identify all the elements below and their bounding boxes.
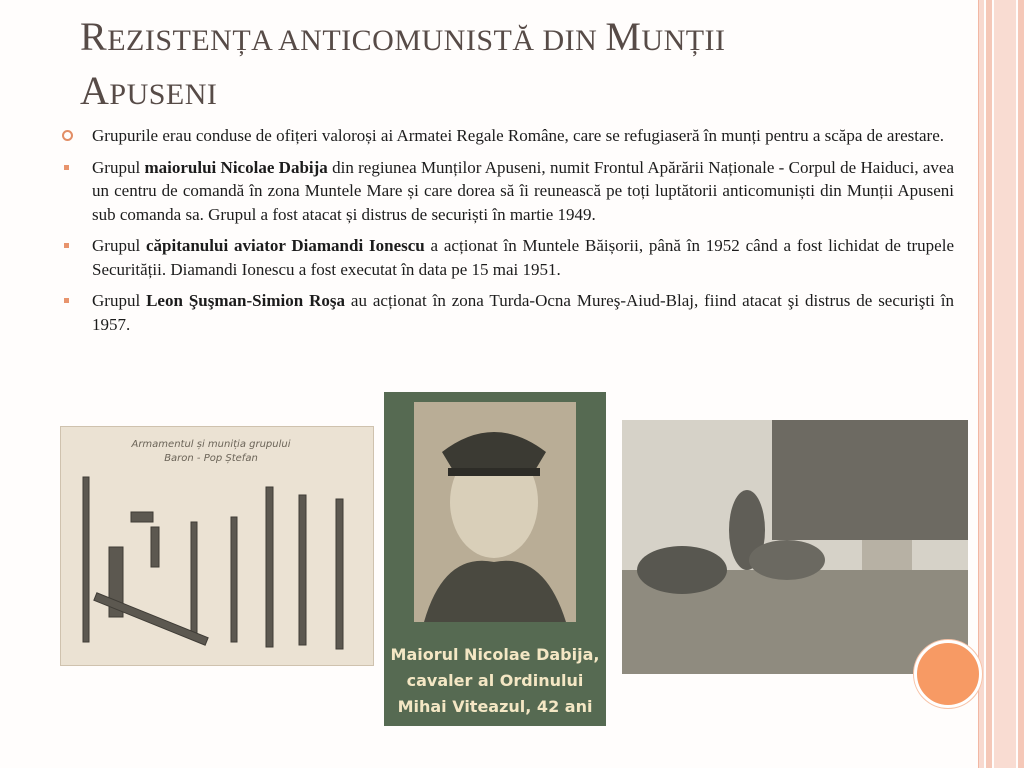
portrait-caption: Maiorul Nicolae Dabija, cavaler al Ordinului Mihai Viteazul, 42 ani [390,645,600,716]
group-photo [622,420,968,674]
bullet-list [60,124,954,344]
square-bullet-icon [64,243,69,248]
bullet-item: Grupul căpitanului aviator Diamandi Ionescu a acționat în Muntele Băișorii, până în 1952 când a fost lichidat de trupele Securității. Diamandi Ionescu a fost executat în data pe 15 mai 1951. [60,234,954,281]
square-bullet-icon [64,165,69,170]
svg-text:Armamentul și muniția grupului: Armamentul și muniția grupului [131,439,291,450]
slide-title: REZISTENȚA ANTICOMUNISTĂ DIN MUNȚII APUSENI [80,14,726,113]
square-bullet-icon [64,298,69,303]
portrait-photo [384,392,606,726]
decor-vertical-line [978,0,979,768]
ring-bullet-icon [62,130,73,141]
right-decor-stripes [978,0,1024,768]
bullet-item: Grupul maiorului Nicolae Dabija din regiunea Munților Apuseni, numit Frontul Apărării Naționale - Corpul de Haiduci, avea un centru de comandă în zona Muntele Mare și care dorea să îi reunească pe toți luptătorii anticomuniști din Munții Apuseni sub comanda sa. Grupul a fost atacat și distrus de securiști în martie 1949. [60,156,954,227]
bullet-item: Grupurile erau conduse de ofițeri valoroși ai Armatei Regale Române, care se refugiaseră în munți pentru a scăpa de arestare. [60,124,954,148]
bullet-item: Grupul Leon Şuşman-Simion Roşa au acționat în zona Turda-Ocna Mureş-Aiud-Blaj, fiind atacat şi distrus de securişti în 1957. [60,289,954,336]
weapons-photo [60,426,374,666]
decor-orange-circle [914,640,982,708]
svg-text:Baron - Pop Ștefan: Baron - Pop Ștefan [164,453,258,464]
